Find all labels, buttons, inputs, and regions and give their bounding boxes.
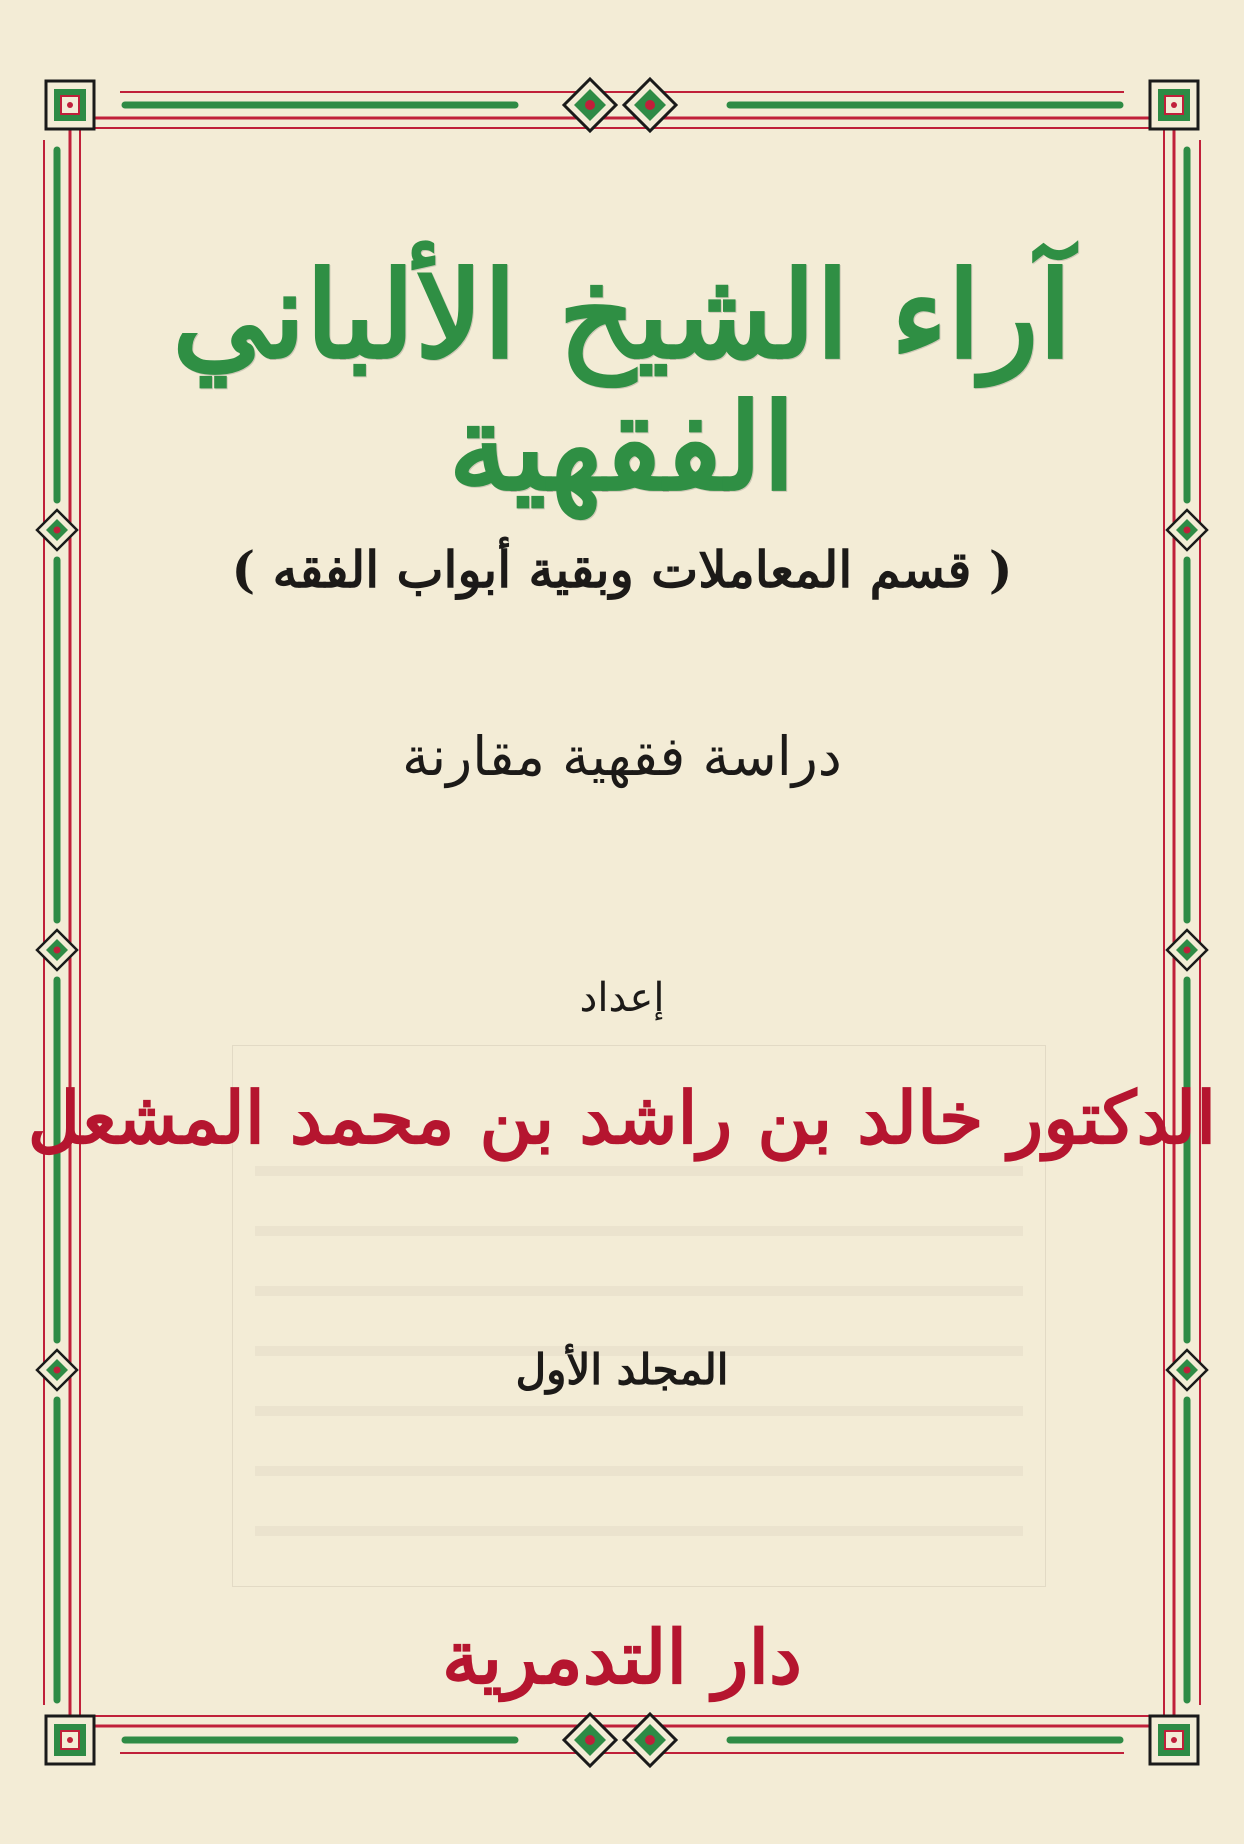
corner-center-dot (1171, 1737, 1177, 1743)
bleed-through-line (255, 1226, 1023, 1236)
prepared-by-label: إعداد (579, 975, 665, 1021)
study-type: دراسة فقهية مقارنة (402, 725, 842, 788)
center-diamond-dot (585, 1735, 595, 1745)
volume-label: المجلد الأول (515, 1345, 729, 1394)
bleed-through-line (255, 1286, 1023, 1296)
corner-center-dot (1171, 102, 1177, 108)
corner-center-dot (67, 1737, 73, 1743)
side-diamond-dot (54, 527, 61, 534)
book-title: آراء الشيخ الألباني الفقهية (172, 245, 1072, 518)
bleed-through-line (255, 1166, 1023, 1176)
side-diamond-dot (54, 947, 61, 954)
book-subtitle: ( قسم المعاملات وبقية أبواب الفقه ) (231, 540, 1013, 599)
center-diamond-dot (645, 1735, 655, 1745)
side-diamond-dot (1184, 527, 1191, 534)
bleed-through-line (255, 1526, 1023, 1536)
author-name: الدكتور خالد بن راشد بن محمد المشعل (27, 1075, 1217, 1160)
bleed-through-line (255, 1406, 1023, 1416)
publisher-name: دار التدمرية (441, 1615, 803, 1701)
side-diamond-dot (1184, 947, 1191, 954)
center-diamond-dot (645, 100, 655, 110)
center-diamond-dot (585, 100, 595, 110)
bleed-through-line (255, 1466, 1023, 1476)
corner-center-dot (67, 102, 73, 108)
